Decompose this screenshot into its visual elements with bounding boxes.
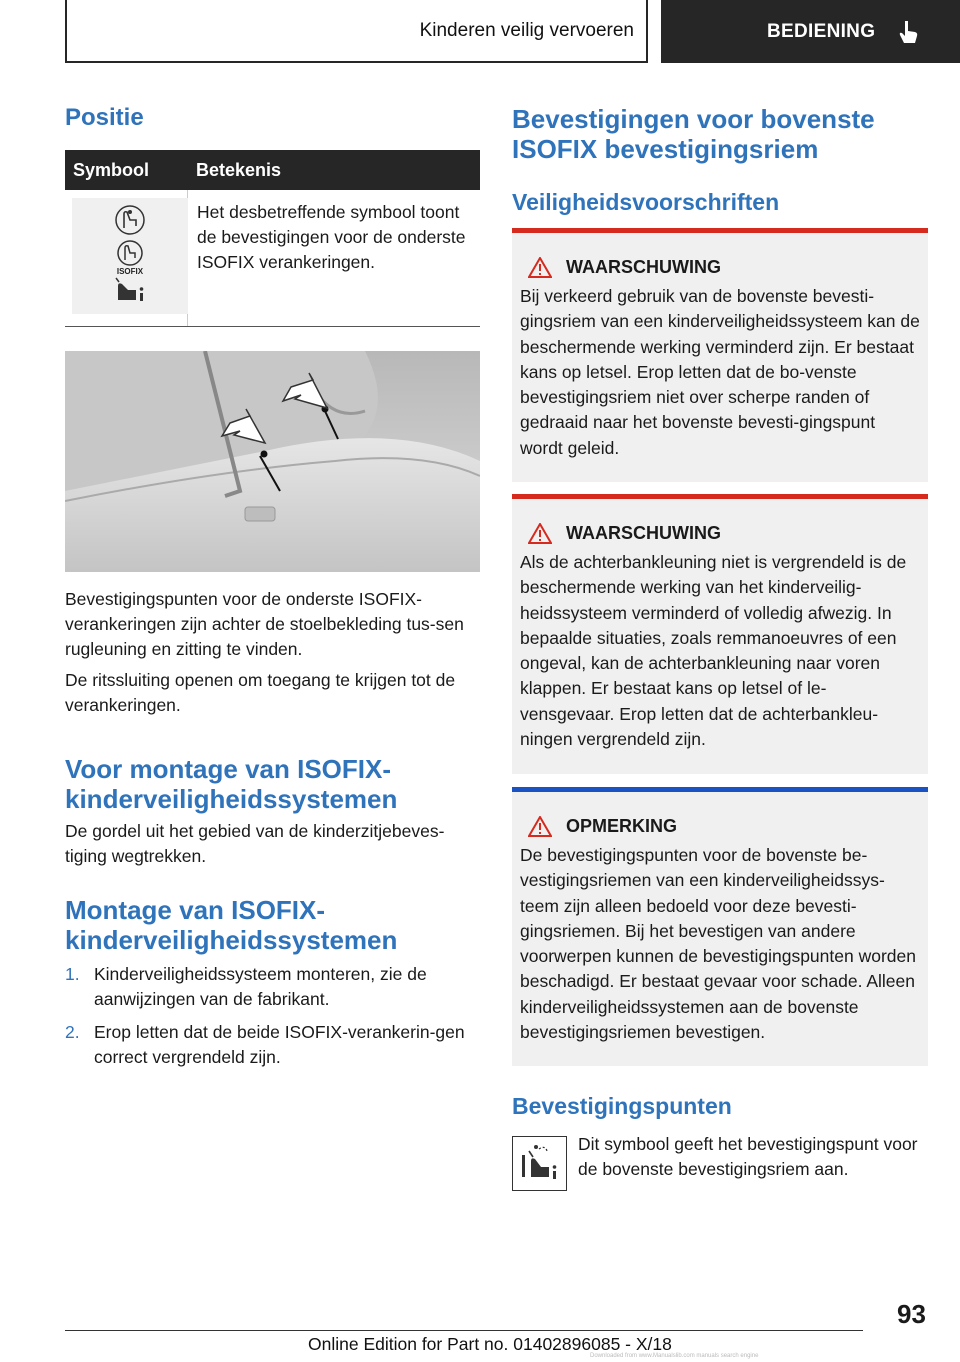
warning-triangle-icon [528, 257, 552, 278]
rear-seat-isofix-photo [65, 351, 480, 572]
paragraph-zipper: De ritssluiting openen om toegang te krijgen tot de verankeringen. [65, 670, 456, 715]
voor-montage-text: De gordel uit het gebied van de kinderzitjebeves-tiging wegtrekken. [65, 821, 445, 866]
watermark: Downloaded from www.Manualslib.com manuals search engine [590, 1353, 759, 1359]
isofix-symbols-image [72, 198, 188, 314]
isofix-location-text [65, 587, 480, 718]
footer-rule [65, 1330, 863, 1331]
positie-heading: Positie [65, 104, 144, 131]
pointing-hand-icon [897, 19, 919, 45]
montage-steps [65, 962, 480, 1078]
edition-note: Online Edition for Part no. 01402896085 - X/18 [308, 1334, 672, 1354]
warning-box-2 [512, 494, 928, 774]
table-header [65, 150, 480, 190]
warning-text-2: Als de achterbankleuning niet is vergrendeld is de beschermende werking van het kinderveilig-heidssysteem verminderd of volledig afwezig. In bepaalde situaties, zoals remmanoeuvres of een ongeval, kan de achterbankleuning naar voren klappen. Er bestaat kans op letsel of le-vensgevaar. Erop letten dat de achterbankleu-ningen vergrendeld zijn. [520, 552, 907, 750]
warning-box-1 [512, 228, 928, 482]
anchor-description [578, 1132, 928, 1182]
table-row-text: Het desbetreffende symbool toont de bevestigingen voor de onderste ISOFIX verankeringen. [197, 202, 466, 272]
header-chapter-tab [661, 0, 960, 63]
step-number: 2. [65, 1022, 80, 1042]
table-col-symbol: Symbool [73, 160, 150, 180]
bevestigingspunten-heading: Bevestigingspunten [512, 1093, 732, 1119]
section-title: Kinderen veilig vervoeren [419, 19, 634, 41]
child-seat-icon [116, 206, 144, 234]
warning-title-2: WAARSCHUWING [520, 523, 920, 544]
note-box [512, 787, 928, 1066]
list-item [65, 962, 480, 1012]
warning-text-1: Bij verkeerd gebruik van de bovenste bevesti-gingsriem van een kinderveiligheidssysteem kan de beschermende werking verminderd zijn. Er bestaat kans op letsel. Erop letten dat de bo-venste bevestigingsriem niet over scherpe randen of gedraaid naar het bovenste bevesti-gingspunt wordt geleid. [520, 286, 920, 458]
step-number: 1. [65, 964, 80, 984]
header-section-title [65, 0, 648, 63]
page-number: 93 [897, 1299, 926, 1329]
child-seat-info-icon [116, 278, 143, 301]
step-text: Erop letten dat de beide ISOFIX-verankerin-gen correct vergrendeld zijn. [94, 1022, 465, 1067]
list-item [65, 1020, 480, 1070]
warning-title-1: WAARSCHUWING [520, 257, 920, 278]
step-text: Kinderveiligheidssysteem monteren, zie de aanwijzingen van de fabrikant. [94, 964, 427, 1009]
table-col-meaning: Betekenis [196, 160, 282, 180]
veiligheid-subheading: Veiligheidsvoorschriften [512, 189, 780, 215]
warning-triangle-icon [528, 816, 552, 837]
top-tether-anchor-symbol [512, 1136, 567, 1191]
note-title: OPMERKING [520, 816, 920, 837]
isofix-icon [117, 241, 144, 276]
top-tether-icon [513, 1137, 565, 1189]
warning-triangle-icon [528, 523, 552, 544]
table-bottom-rule [65, 326, 480, 327]
note-text: De bevestigingspunten voor de bovenste be-vestigingsriemen van een kinderveiligheidssys-teem zijn alleen bedoeld voor deze bevesti-gingsriemen. Bij het bevestigen van andere voorwerpen kunnen de bevestigingspunten worden beschadigd. Er bestaat gevaar voor schade. Alleen kinderveiligheidssystemen aan de bovenste bevestigingsriemen bevestigen. [520, 845, 916, 1043]
svg-text:ISOFIX: ISOFIX [116, 267, 144, 276]
voor-montage-body [65, 819, 485, 869]
table-row-meaning [197, 200, 475, 275]
voor-montage-heading: Voor montage van ISOFIX-kinderveiligheidssystemen [65, 754, 398, 814]
bevestigingen-heading: Bevestigingen voor bovenste ISOFIX bevestigingsriem [512, 104, 875, 164]
montage-heading: Montage van ISOFIX-kinderveiligheidssystemen [65, 895, 398, 955]
chapter-title: BEDIENING [767, 20, 876, 42]
paragraph-anchor-location: Bevestigingspunten voor de onderste ISOFIX-verankeringen zijn achter de stoelbekleding tus-sen rugleuning en zitting te vinden. [65, 589, 464, 659]
anchor-text: Dit symbool geeft het bevestigingspunt voor de bovenste bevestigingsriem aan. [578, 1134, 918, 1179]
